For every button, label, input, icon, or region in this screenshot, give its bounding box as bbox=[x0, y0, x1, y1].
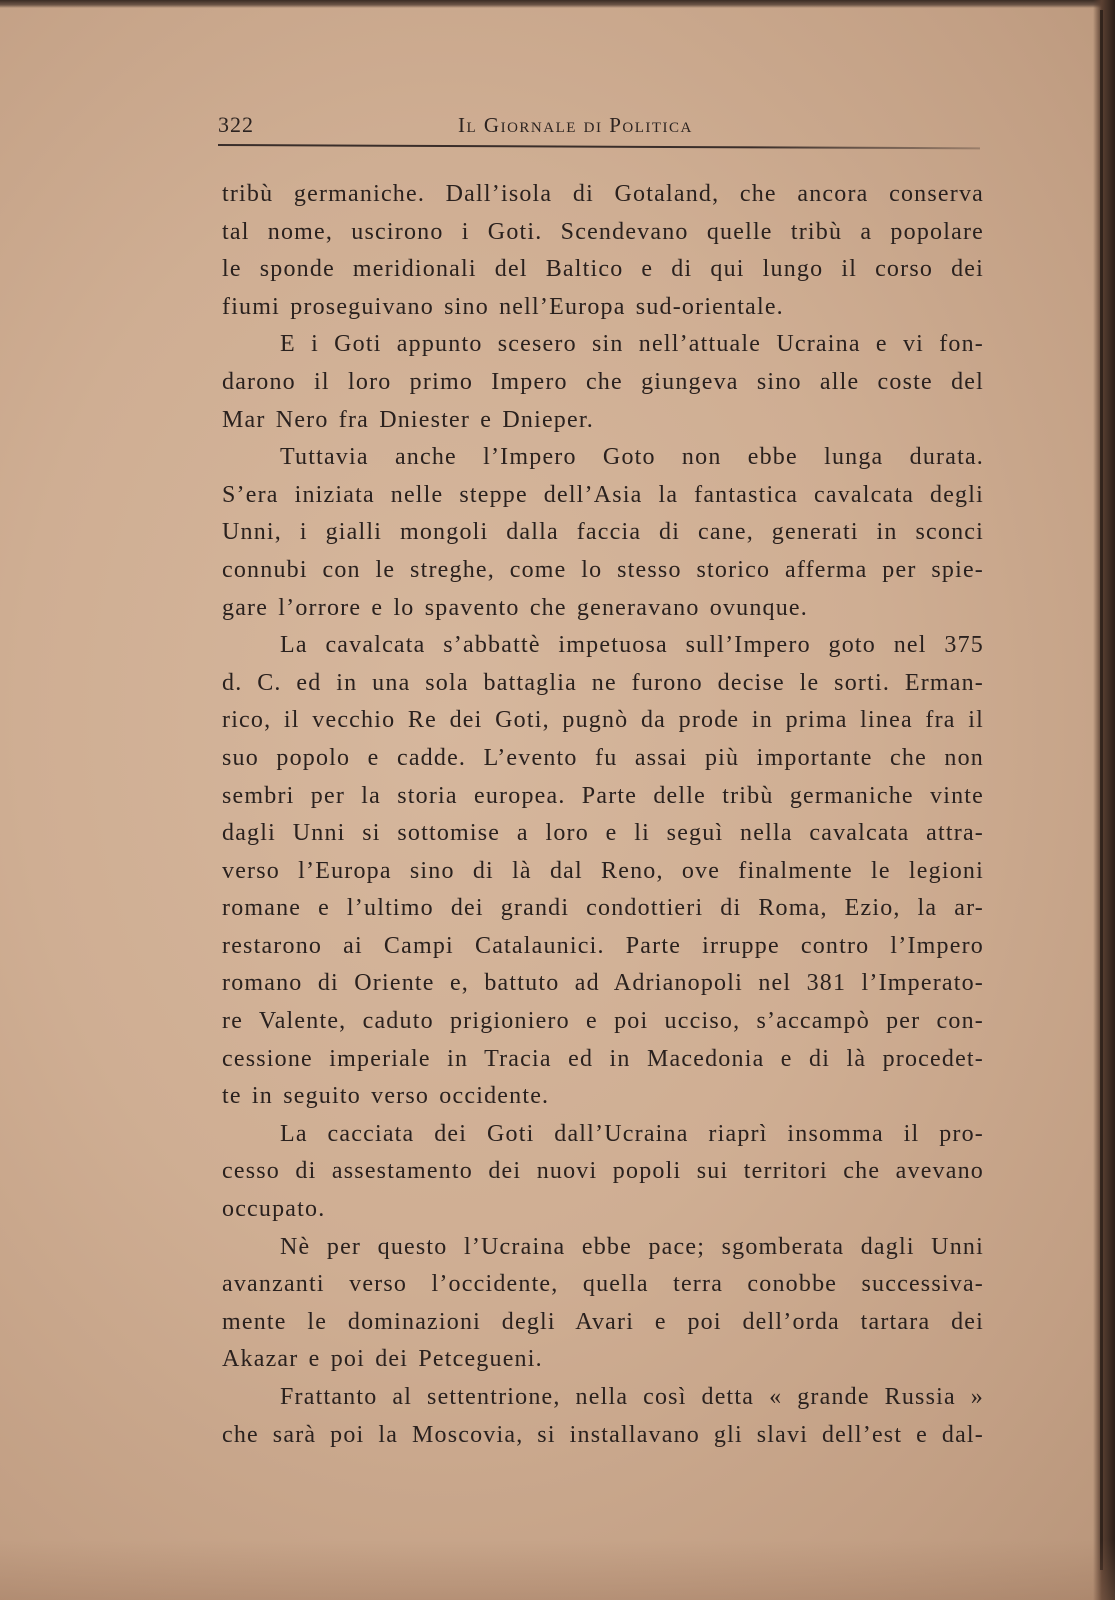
text-line: che sarà poi la Moscovia, si installavano gli slavi dell’est e dal- bbox=[222, 1421, 984, 1448]
text-line: occupato. bbox=[222, 1196, 326, 1223]
text-line: romano di Oriente e, battuto ad Adrianopoli nel 381 l’Imperato- bbox=[222, 970, 984, 997]
page-bottom-shade bbox=[0, 1540, 1115, 1600]
text-line: te in seguito verso occidente. bbox=[222, 1083, 550, 1110]
text-line: Mar Nero fra Dniester e Dnieper. bbox=[222, 406, 594, 433]
text-line: Akazar e poi dei Petcegueni. bbox=[222, 1346, 543, 1373]
text-line: Unni, i gialli mongoli dalla faccia di cane, generati in sconci bbox=[222, 519, 984, 546]
text-line: le sponde meridionali del Baltico e di qui lungo il corso dei bbox=[222, 256, 984, 283]
text-line: cesso di assestamento dei nuovi popoli sui territori che avevano bbox=[222, 1158, 984, 1185]
text-line: Frattanto al settentrione, nella così detta « grande Russia » bbox=[280, 1384, 984, 1410]
text-line: La cacciata dei Goti dall’Ucraina riaprì insomma il pro- bbox=[280, 1120, 984, 1147]
text-line: rico, il vecchio Re dei Goti, pugnò da prode in prima linea fra il bbox=[222, 707, 984, 734]
text-line: fiumi proseguivano sino nell’Europa sud-orientale. bbox=[222, 293, 784, 320]
text-line: verso l’Europa sino di là dal Reno, ove finalmente le legioni bbox=[222, 857, 984, 884]
text-line: restarono ai Campi Catalaunici. Parte irruppe contro l’Impero bbox=[222, 932, 984, 959]
text-line: tal nome, uscirono i Goti. Scendevano quelle tribù a popolare bbox=[222, 218, 984, 245]
page-top-edge bbox=[0, 0, 1115, 8]
text-line: La cavalcata s’abbattè impetuosa sull’Impero goto nel 375 bbox=[280, 632, 984, 659]
text-line: avanzanti verso l’occidente, quella terra conobbe successiva- bbox=[222, 1271, 984, 1298]
page-number: 322 bbox=[218, 112, 254, 137]
running-header bbox=[218, 112, 980, 148]
text-line: tribù germaniche. Dall’isola di Gotaland, che ancora conserva bbox=[222, 181, 984, 207]
text-line: suo popolo e cadde. L’evento fu assai più importante che non bbox=[222, 744, 984, 771]
text-line: S’era iniziata nelle steppe dell’Asia la fantastica cavalcata degli bbox=[222, 481, 984, 508]
text-line: mente le dominazioni degli Avari e poi dell’orda tartara dei bbox=[222, 1308, 984, 1335]
binding-edge-line bbox=[1100, 10, 1103, 1570]
text-line: dagli Unni si sottomise a loro e li seguì nella cavalcata attra- bbox=[222, 820, 984, 847]
text-line: Nè per questo l’Ucraina ebbe pace; sgomberata dagli Unni bbox=[280, 1233, 984, 1260]
page-right-edge bbox=[1093, 0, 1115, 1600]
text-line: connubi con le streghe, come lo stesso storico afferma per spie- bbox=[222, 556, 984, 583]
text-line: gare l’orrore e lo spavento che generavano ovunque. bbox=[222, 594, 808, 621]
text-line: Tuttavia anche l’Impero Goto non ebbe lunga durata. bbox=[280, 444, 984, 471]
text-line: sembri per la storia europea. Parte delle tribù germaniche vinte bbox=[222, 782, 984, 809]
header-rule bbox=[218, 144, 980, 149]
text-line: romane e l’ultimo dei grandi condottieri di Roma, Ezio, la ar- bbox=[222, 895, 984, 922]
body-text bbox=[222, 176, 984, 1454]
text-line: re Valente, caduto prigioniero e poi ucciso, s’accampò per con- bbox=[222, 1008, 984, 1035]
running-title: Il Giornale di Politica bbox=[458, 113, 693, 137]
text-line: darono il loro primo Impero che giungeva sino alle coste del bbox=[222, 368, 984, 395]
text-line: d. C. ed in una sola battaglia ne furono decise le sorti. Erman- bbox=[222, 669, 984, 696]
text-line: E i Goti appunto scesero sin nell’attuale Ucraina e vi fon- bbox=[280, 331, 984, 358]
text-line: cessione imperiale in Tracia ed in Macedonia e di là procedet- bbox=[222, 1045, 984, 1072]
